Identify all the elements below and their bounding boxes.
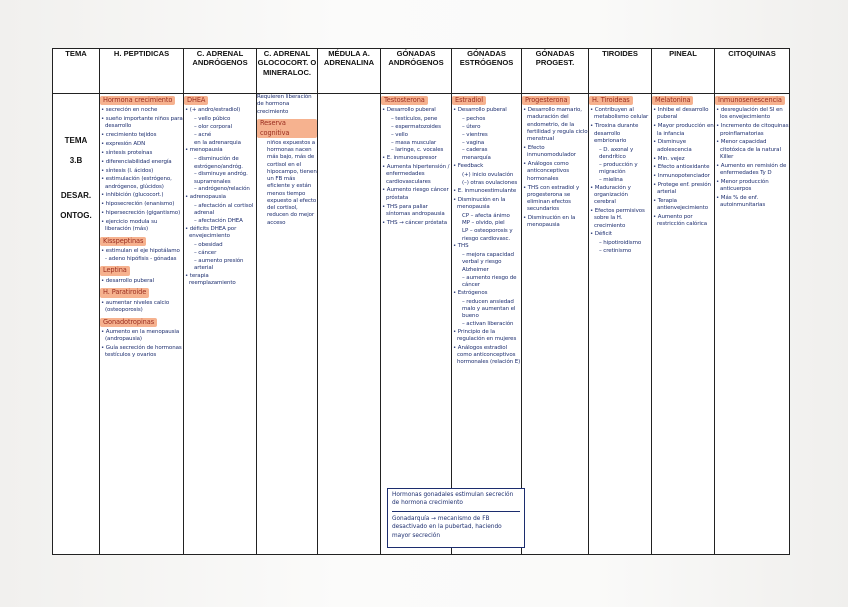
heading-leptina: Leptina	[100, 266, 130, 275]
note-line: – mejora capacidad verbal y riesgo Alzheimer	[462, 252, 514, 273]
heading-kisspeptinas: Kisspeptinas	[100, 237, 146, 246]
heading-estradiol: Estradiol	[452, 96, 486, 105]
note-line: – útero	[462, 123, 481, 130]
note-line: • menopausia	[185, 147, 223, 154]
note-line: – obesidad	[194, 242, 223, 249]
header-adrenal-glucocort: C. ADRENAL GLOCOCORT. O MINERALOC.	[257, 49, 318, 94]
note-line: • síntesis proteínas	[101, 149, 153, 156]
list-peptidicas-3	[100, 278, 183, 285]
note-line: • Aumento en remisión de enfermedades Ty D	[716, 162, 787, 176]
note-line: • Desarrollo puberal	[453, 107, 507, 114]
note-line: • inhibición (glucocort.)	[101, 192, 164, 199]
note-line: en la adrenarquia	[194, 139, 241, 146]
note-divider	[392, 511, 520, 512]
list-peptidicas-1	[100, 107, 183, 233]
note-line: • diferenciabilidad energía	[101, 158, 172, 165]
note-line: – producción y migración	[599, 161, 638, 175]
note-line: • Desarrollo puberal	[382, 107, 436, 114]
note-line: – vagina	[462, 139, 485, 146]
note-line: – disminución de estrógeno/andróg.	[194, 156, 243, 170]
note-line: – hipotiroidismo	[599, 240, 642, 247]
cell-peptidicas	[100, 94, 184, 555]
note-line: – cretinismo	[599, 248, 632, 255]
note-line: CP – afecta ánimo	[462, 212, 510, 219]
note-line: • Aumento por restricción calórica	[653, 214, 707, 228]
note-line: – vello púbico	[194, 116, 231, 123]
header-tiroides: TIROIDES	[589, 49, 652, 94]
heading-reserva-cognitiva: Reserva cognitiva	[257, 119, 317, 137]
note-line: • Efecto inmunomodulador	[523, 145, 576, 159]
note-line: • Estrógenos	[453, 289, 488, 296]
list-peptidicas-5	[100, 329, 183, 360]
note-line: • Efectos permisivos sobre la H. crecimiento	[590, 208, 645, 229]
note-line: • secreción en noche	[101, 107, 158, 114]
note-line: • Análogos estradiol como anticonceptivos hormonales (relación E)	[453, 344, 521, 366]
note-line: • THS con estradiol y progesterona se eliminan efectos secundarios	[523, 184, 580, 213]
heading-inmunosenescencia: Inmunosenescencia	[715, 96, 785, 105]
note-box	[387, 488, 525, 548]
cell-gonadas-androgenos	[381, 94, 452, 555]
note-line: • estimulan el eje hipotálamo - adeno hipófisis - gónadas	[101, 248, 180, 262]
note-line: • Menor capacidad citotóxica de la natural Killer	[716, 139, 781, 160]
list-gonadas-prog	[522, 107, 588, 229]
note-line: • Min. vejez	[653, 155, 685, 162]
cell-adrenal-androgenos	[184, 94, 257, 555]
note-line: • (+ andro/estradiol)	[185, 107, 241, 114]
note-line: – andrógeno/relación	[194, 186, 250, 193]
note-line: • Terapia antienvejecimiento	[653, 198, 708, 212]
note-line: • Inhibe el desarrollo puberal	[653, 107, 709, 121]
list-citoquinas	[715, 107, 789, 209]
content-row	[53, 94, 790, 555]
heading-gonadotropinas: Gonadotropinas	[100, 318, 157, 327]
row-label-tema: TEMA	[64, 136, 88, 145]
note-line: • Guía secreción de hormonas testículos y ovarios	[101, 345, 182, 359]
note-line: • sueño importante niños para desarrollo	[101, 116, 183, 130]
note-line: • expresión ADN	[101, 141, 146, 147]
heading-hormona-crecimiento: Hormona crecimiento	[100, 96, 175, 105]
note-line: menarquía	[462, 155, 491, 162]
note-line: • Protege enf. presión arterial	[653, 182, 711, 196]
header-gonadas-androgenos: GÓNADAS ANDRÓGENOS	[381, 49, 452, 94]
note-line: • Aumento en la menopausia (andropausia)	[101, 329, 180, 343]
list-tiroides	[589, 107, 651, 255]
header-pineal: PINEAL	[652, 49, 715, 94]
note-line: MP – olvido, piel	[462, 220, 505, 227]
cell-citoquinas	[715, 94, 790, 555]
note-line: • adrenopausia	[185, 194, 226, 201]
header-gonadas-progest: GÓNADAS PROGEST.	[522, 49, 589, 94]
header-row	[53, 49, 790, 94]
note-line: – caderas	[462, 147, 488, 154]
row-label	[53, 94, 100, 555]
note-line: – mielina	[599, 176, 623, 183]
cell-adrenal-glucocort	[257, 94, 318, 555]
note-line: • terapia reemplazamiento	[185, 272, 236, 287]
list-adrenal-gluco	[257, 140, 317, 227]
note-line: – olor corporal	[194, 123, 232, 130]
header-medula: MÉDULA A. ADRENALINA	[318, 49, 381, 94]
note-line: • E. inmunoestimulante	[453, 187, 517, 194]
header-gonadas-estrogenos: GÓNADAS ESTRÓGENOS	[452, 49, 522, 94]
note-line: – pechos	[462, 116, 486, 123]
note-line: • Mayor producción en la infancia	[653, 123, 714, 137]
header-adrenal-androgenos: C. ADRENAL ANDRÓGENOS	[184, 49, 257, 94]
note-line: – cáncer	[194, 250, 217, 257]
note-line: • desarrollo puberal	[101, 277, 154, 284]
list-adrenal-andro	[184, 107, 256, 287]
note-gonadarquia: Gonadarquía → mecanismo de FB desactivado en la pubertad, haciendo mayor secreción	[392, 515, 502, 539]
note-line: • Déficit	[590, 231, 612, 238]
note-line: • estimulación (estrógeno, andrógenos, glúcidos)	[101, 176, 172, 190]
cell-pineal	[652, 94, 715, 555]
cell-tiroides	[589, 94, 652, 555]
note-line: • aumentar niveles calcio (osteoporosis)	[101, 299, 170, 313]
header-peptidicas: H. PEPTIDICAS	[100, 49, 184, 94]
note-line: • Tiroxina durante desarrollo embrionario	[590, 123, 639, 144]
note-line: – aumento riesgo de cáncer	[462, 274, 517, 288]
note-line: • Más % de enf. autoinmunitarias	[716, 194, 766, 209]
cell-medula	[318, 94, 381, 555]
heading-testosterona: Testosterona	[381, 96, 428, 105]
note-line: – disminuye andróg. suprarrenales	[194, 171, 248, 185]
row-label-num: 3.B	[69, 156, 83, 165]
heading-paratiroide: H. Paratiroide	[100, 288, 149, 297]
note-line: • Efecto antioxidante	[653, 164, 710, 171]
header-citoquinas: CITOQUINAS	[715, 49, 790, 94]
note-line: • THS → cáncer próstata	[382, 219, 447, 226]
cell-gonadas-estrogenos	[452, 94, 522, 555]
note-line: – laringe, c. vocales	[391, 147, 444, 154]
note-line: • ejercicio modula su liberación (más)	[101, 219, 158, 233]
note-line: – testículos, pene	[391, 116, 438, 123]
note-line: LP – osteoporosis y riesgo cardiovasc.	[462, 228, 513, 242]
note-line: • Maduración y organización cerebral	[590, 184, 631, 206]
note-line: • Principio de la regulación en mujeres	[453, 328, 517, 342]
note-line: • Inmunopotenciador	[653, 173, 710, 180]
list-gonadas-estro	[452, 107, 521, 366]
note-line: – vientres	[462, 131, 488, 138]
hormone-table	[52, 48, 790, 555]
note-line: • crecimiento tejidos	[101, 132, 157, 139]
note-line: • desregulación del SI en los envejecimiento	[716, 107, 783, 121]
note-line: • Aumenta hipertensión / enfermedades cardiovasculares	[382, 164, 450, 185]
note-line: • Feedback	[453, 163, 484, 170]
glucocort-intro: Requieren liberación de hormona crecimiento	[257, 94, 312, 115]
row-label-desar: DESAR.	[60, 191, 92, 200]
note-line: – afectación DHEA	[194, 218, 243, 225]
note-line: – espermatozoides	[391, 123, 441, 130]
note-line: • Menor producción anticuerpos	[716, 178, 769, 193]
note-line: • Disminución en la menopausia	[453, 196, 506, 210]
note-line: – acné	[194, 131, 212, 138]
note-gonadal-gh: Hormonas gonadales estimulan secreción de hormona crecimiento	[392, 492, 514, 507]
note-line: – afectación al cortisol adrenal	[194, 203, 254, 217]
list-peptidicas-2	[100, 248, 183, 263]
note-line: • síntesis (l. ácidos)	[101, 167, 154, 174]
note-line: • Desarrollo mamario, maduración del endometrio, de la fertilidad y regula ciclo menstrual	[523, 107, 588, 143]
note-line: – vello	[391, 131, 408, 138]
note-line: • Disminuye adolescencia	[653, 139, 692, 153]
note-line: • hipersecreción (gigantismo)	[101, 210, 181, 217]
note-line: (+) inicio ovulación	[462, 171, 514, 178]
note-line: • déficits DHEA por envejecimiento	[185, 226, 237, 240]
note-line: • Incremento de citoquinas proinflamatorias	[716, 123, 789, 137]
note-line: • THS para paliar síntomas andropausia	[382, 203, 445, 217]
note-line: • hiposecreción (enanismo)	[101, 201, 175, 208]
note-line: – aumento presión arterial	[194, 257, 244, 272]
note-line: • E. inmunosupresor	[382, 155, 437, 162]
note-line: • Aumento riesgo cáncer próstata	[382, 187, 449, 201]
note-line: • Análogos como anticonceptivos hormonales	[523, 161, 569, 182]
note-line: • Disminución en la menopausia	[523, 215, 576, 229]
note-line: – activan liberación	[462, 320, 514, 327]
list-gonadas-andro	[381, 107, 451, 227]
heading-h-tiroideas: H. Tiroideas	[589, 96, 633, 105]
heading-melatonina: Melatonina	[652, 96, 693, 105]
list-pineal	[652, 107, 714, 229]
cell-gonadas-progest	[522, 94, 589, 555]
note-line: • THS	[453, 243, 469, 250]
note-line: niños expuestos a hormonas nacen más bajo, más de cortisol en el hipocampo, tienen un FB más eficiente y están menos tiempo expuesto al efecto del cortisol, reducen do mejor acceso	[267, 139, 317, 226]
note-line: – masa muscular	[391, 139, 437, 146]
note-line: (–) otras ovulaciones	[462, 179, 518, 186]
row-label-ontog: ONTOG.	[60, 211, 92, 220]
header-tema: TEMA	[53, 49, 100, 94]
note-line: • Contribuyen al metabolismo celular	[590, 107, 649, 121]
note-line: – reducen ansiedad malo y aumentan el bueno	[462, 298, 516, 319]
heading-progesterona: Progesterona	[522, 96, 570, 105]
heading-dhea: DHEA	[184, 96, 208, 105]
list-peptidicas-4	[100, 300, 183, 315]
note-line: – D. axonal y dendrítico	[599, 146, 634, 160]
